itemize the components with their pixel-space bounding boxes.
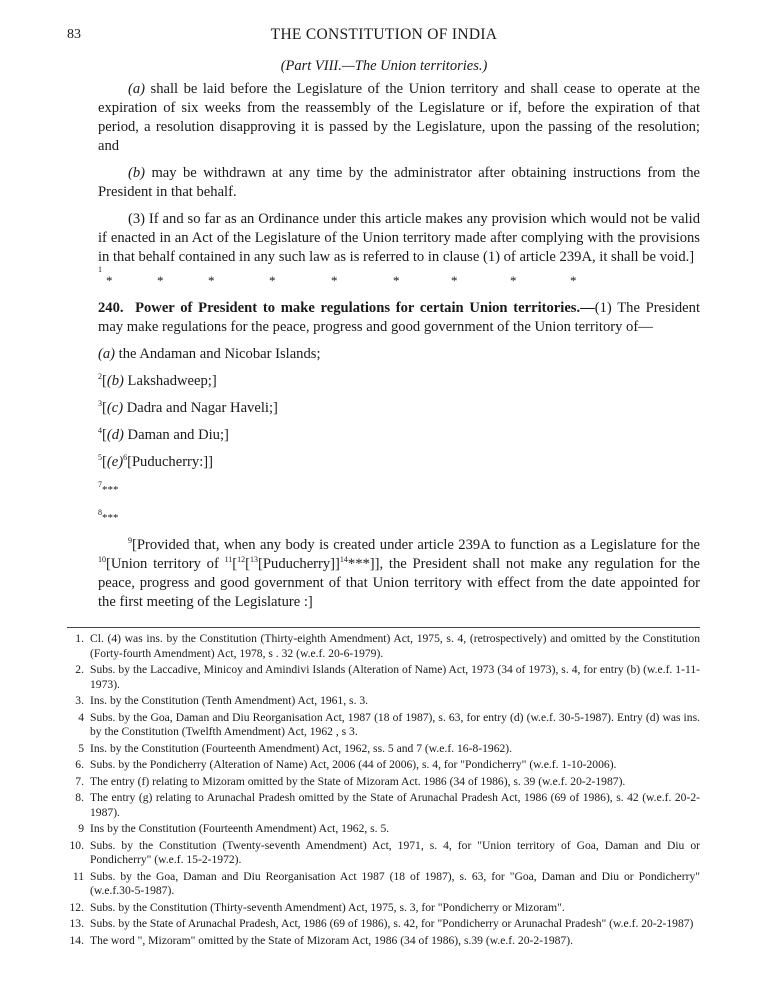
- footnote: 11 Subs. by the Goa, Daman and Diu Reorganisation Act 1987 (18 of 1987), s. 63, for "Goa, Daman and Diu or Pondicherry" (w.e.f.30-5-1987).: [72, 869, 700, 898]
- footnote: 14. The word ", Mizoram" omitted by the State of Mizoram Act, 1986 (34 of 1986), s.39 (w.e.f. 20-2-1987).: [69, 933, 573, 947]
- omission-footnote-ref: 1: [98, 265, 102, 275]
- footnote: 6. Subs. by the Pondicherry (Alteration of Name) Act, 2006 (44 of 2006), s. 4, for "Pondicherry" (w.e.f. 1-10-2006).: [75, 758, 617, 772]
- footnote-divider: [67, 627, 700, 628]
- list-item: $^5[(e)^6[Puducherry:]]$: [98, 453, 213, 470]
- clause-a: (a) shall be laid before the Legislature of the Union territory and shall cease to operate at the expiration of six weeks from the reassembly of the Legislature or if, before the expiration of that period, a resolution disapproving it is passed by the Legislature, upon the passing of the resolution; and: [98, 81, 700, 154]
- part-heading: (Part VIII.—The Union territories.): [280, 58, 488, 74]
- footnotes: [67, 632, 700, 950]
- footnote: 1. Cl. (4) was ins. by the Constitution (Thirty-eighth Amendment) Act, 1975, s. 4, (retrospectively) and omitted by the Constitution (Forty-fourth Amendment) Act, 1978, s . 32 (w.e.f. 20-6-1979).: [75, 632, 700, 660]
- footnote: 13. Subs. by the State of Arunachal Pradesh, Act, 1986 (69 of 1986), s. 42, for "Pondicherry or Arunachal Pradesh" (w.e.f. 20-2-1987): [69, 917, 694, 931]
- clause-3: (3) If and so far as an Ordinance under this article makes any provision which would not be valid if enacted in an Act of the Legislature of the Union territory made after complying with the provisions in that behalf contained in any such law as is referred to in clause (1) of article 239A, it shall be void.]: [98, 211, 700, 265]
- footnote: 8. The entry (g) relating to Arunachal Pradesh omitted by the State of Arunachal Pradesh Act, 1986 (69 of 1986), s. 42 (w.e.f. 20-2-1987).: [75, 791, 700, 819]
- clause-b: (b) may be withdrawn at any time by the administrator after obtaining instructions from the President in that behalf.: [98, 165, 700, 200]
- footnote: 7. The entry (f) relating to Mizoram omitted by the State of Mizoram Act. 1986 (34 of 1986), s. 39 (w.e.f. 20-2-1987).: [75, 774, 626, 788]
- page-number: 83: [67, 27, 81, 42]
- section-number: 240.: [98, 300, 124, 316]
- list-item: $^3$[(c) Dadra and Nagar Haveli;]: [98, 399, 278, 416]
- proviso: $^9$[Provided that, when any body is created under article 239A to function as a Legislature for the $^{10}$[Union territory of $^{11}$[$^{12}$[$^{13}$[Puducherry]]$^{14}$***]], the President shall not make any regulation for the peace, progress and good government of that Union territory with effect from the date appointed for the first meeting of the Legislature :]: [98, 536, 701, 610]
- list-item: $^4$[(d) Daman and Diu;]: [98, 426, 229, 443]
- footnote: 4 Subs. by the Goa, Daman and Diu Reorganisation Act, 1987 (18 of 1987), s. 63, for entry (d) (w.e.f. 30-5-1987). Entry (d) was ins. by the Constitution (Twelfth Amendment) Act, 1962 , s 3.: [78, 710, 700, 739]
- list-item: $^2$[(b) Lakshadweep;]: [98, 372, 217, 389]
- section-240: [98, 299, 700, 337]
- footnote: 2. Subs. by the Laccadive, Minicoy and Amindivi Islands (Alteration of Name) Act, 1973 (34 of 1973), s. 4, for entry (b) (w.e.f. 1-11-1973).: [75, 663, 700, 691]
- omission-stars: $^1$ * * * * * * * * *: [98, 265, 577, 288]
- footnote: 10. Subs. by the Constitution (Twenty-seventh Amendment) Act, 1971, s. 4, for "Union territory of Goa, Daman and Diu or Pondicherry" (w.e.f. 15-2-1972).: [69, 838, 700, 867]
- body-text: [98, 80, 700, 612]
- omitted-entry-f: $^7$***: [98, 480, 119, 496]
- running-title: THE CONSTITUTION OF INDIA: [270, 26, 498, 43]
- footnote: 3. Ins. by the Constitution (Tenth Amendment) Act, 1961, s. 3.: [75, 694, 369, 708]
- section-title: Power of President to make regulations for certain Union territories.—: [135, 300, 595, 316]
- footnote: 9 Ins by the Constitution (Fourteenth Amendment) Act, 1962, s. 5.: [78, 822, 390, 836]
- omitted-entry-g: $^8$***: [98, 508, 119, 524]
- section-intro: (1) The President may make regulations for the peace, progress and good government of the Union territory of—: [98, 300, 701, 335]
- list-item: (a) the Andaman and Nicobar Islands;: [98, 346, 321, 362]
- footnote: 12. Subs. by the Constitution (Thirty-seventh Amendment) Act, 1975, s. 3, for "Pondicherry or Mizoram".: [69, 900, 565, 914]
- footnote: 5 Ins. by the Constitution (Fourteenth Amendment) Act, 1962, ss. 5 and 7 (w.e.f. 16-8-1962).: [78, 741, 513, 755]
